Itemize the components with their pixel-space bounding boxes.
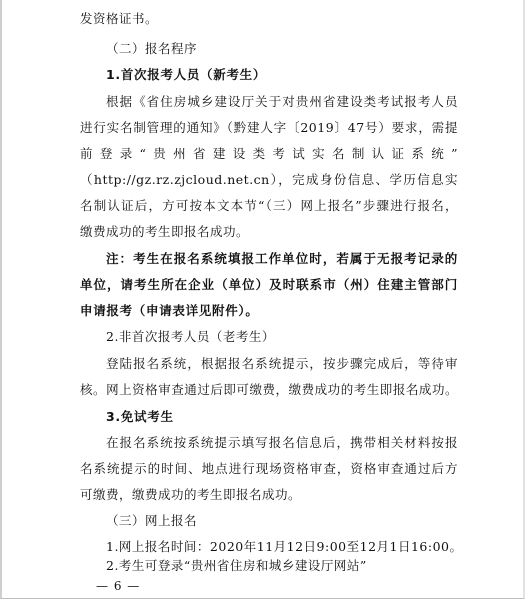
text-line: 名制认证后，方可按本文本节“（三）网上报名”步骤进行报名， (80, 198, 458, 213)
text-line: 前登录“贵州省建设类考试实名制认证系统” (80, 146, 458, 161)
registration-time-line: 1.网上报名时间：2020年11月12日9:00至12月1日16:00。 (106, 539, 463, 554)
section-heading-registration-procedure: （二）报名程序 (106, 41, 198, 56)
text-line: 根据《省住房城乡建设厅关于对贵州省建设类考试报考人员 (106, 94, 458, 109)
text-line: 登陆报名系统，根据报名系统提示，按步骤完成后，等待审 (106, 356, 458, 371)
subheading-new-candidates: 1.首次报考人员（新考生） (106, 67, 267, 82)
text-line: 进行实名制管理的通知》（黔建人字〔2019〕47号）要求，需提 (80, 120, 458, 135)
subheading-exempt-candidates: 3.免试考生 (106, 409, 174, 424)
text-line: 发资格证书。 (80, 11, 159, 26)
subheading-returning-candidates: 2.非首次报考人员（老考生） (106, 329, 275, 344)
text-line: 核。网上资格审查通过后即可缴费，缴费成功的考生即报名成功。 (80, 382, 458, 397)
note-line: 申请报考（申请表详见附件）。 (80, 303, 259, 318)
text-line: 可缴费，缴费成功的考生即报名成功。 (80, 487, 302, 502)
page-number: — 6 — (96, 579, 141, 593)
text-line: 2.考生可登录“贵州省住房和城乡建设厅网站” (106, 558, 367, 573)
note-line: 单位，请考生所在企业（单位）及时联系市（州）住建主管部门 (80, 277, 458, 292)
section-heading-online-registration: （三）网上报名 (106, 513, 198, 528)
text-line: 名系统提示的时间、地点进行现场资格审查，资格审查通过后方 (80, 461, 458, 476)
note-line: 注：考生在报名系统填报工作单位时，若属于无报考记录的 (106, 251, 458, 266)
text-line: （http://gz.rz.zjcloud.net.cn），完成身份信息、学历信息实 (80, 172, 458, 187)
text-line: 在报名系统按系统提示填写报名信息后，携带相关材料按报 (106, 435, 458, 450)
text-line: 缴费成功的考生即报名成功。 (80, 224, 250, 239)
